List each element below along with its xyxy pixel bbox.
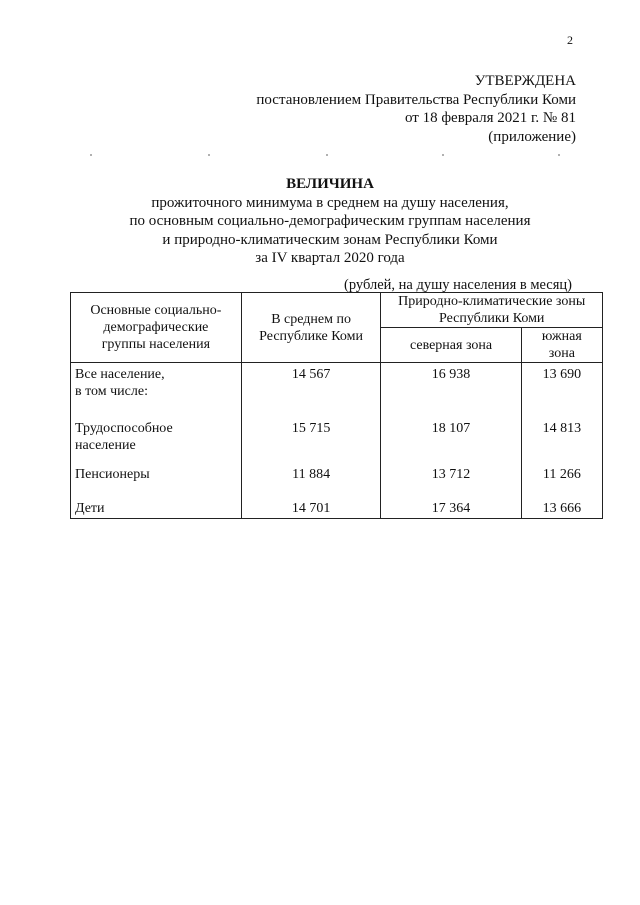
- header-zones: Природно-климатические зоны Республики Коми: [381, 293, 603, 328]
- table-row: [71, 464, 603, 498]
- north-zone-value: 18 107: [381, 418, 521, 464]
- average-value: 11 884: [241, 464, 381, 498]
- table-row: [71, 363, 603, 419]
- south-zone-value: 11 266: [521, 464, 602, 498]
- title-heading: ВЕЛИЧИНА: [286, 176, 374, 192]
- approval-appendix: (приложение): [488, 128, 576, 145]
- row-label: Дети: [71, 498, 242, 519]
- average-value: 14 701: [241, 498, 381, 519]
- document-title: [70, 175, 590, 268]
- header-north-zone: северная зона: [381, 328, 521, 363]
- title-line-1: прожиточного минимума в среднем на душу населения,: [151, 194, 509, 211]
- north-zone-value: 13 712: [381, 464, 521, 498]
- north-zone-value: 17 364: [381, 498, 521, 519]
- title-line-2: по основным социально-демографическим группам населения: [129, 213, 531, 229]
- subsistence-minimum-table: [70, 292, 603, 519]
- units-note: (рублей, на душу населения в месяц): [344, 277, 572, 293]
- header-row-1: [71, 293, 603, 328]
- title-line-3: и природно-климатическим зонам Республики Коми: [162, 231, 498, 248]
- approval-decree: постановлением Правительства Республики Коми: [256, 91, 576, 108]
- south-zone-value: 14 813: [521, 418, 602, 464]
- row-label: Трудоспособное население: [71, 418, 242, 464]
- south-zone-value: 13 690: [521, 363, 602, 419]
- table-row: [71, 418, 603, 464]
- north-zone-value: 16 938: [381, 363, 521, 419]
- table-row: [71, 498, 603, 519]
- header-groups: Основные социально- демографические группы населения: [71, 293, 242, 363]
- row-label: Пенсионеры: [71, 464, 242, 498]
- header-south-zone: южная зона: [521, 328, 602, 363]
- average-value: 14 567: [241, 363, 381, 419]
- south-zone-value: 13 666: [521, 498, 602, 519]
- approval-stamp: [256, 72, 576, 146]
- title-line-4: за IV квартал 2020 года: [255, 250, 405, 266]
- header-average: В среднем по Республике Коми: [241, 293, 381, 363]
- scan-specks: [90, 154, 560, 162]
- page-number: 2: [567, 33, 573, 47]
- row-label: Все население, в том числе:: [71, 363, 242, 419]
- approval-date: от 18 февраля 2021 г. № 81: [404, 110, 576, 126]
- average-value: 15 715: [241, 418, 381, 464]
- approval-title: УТВЕРЖДЕНА: [474, 73, 576, 89]
